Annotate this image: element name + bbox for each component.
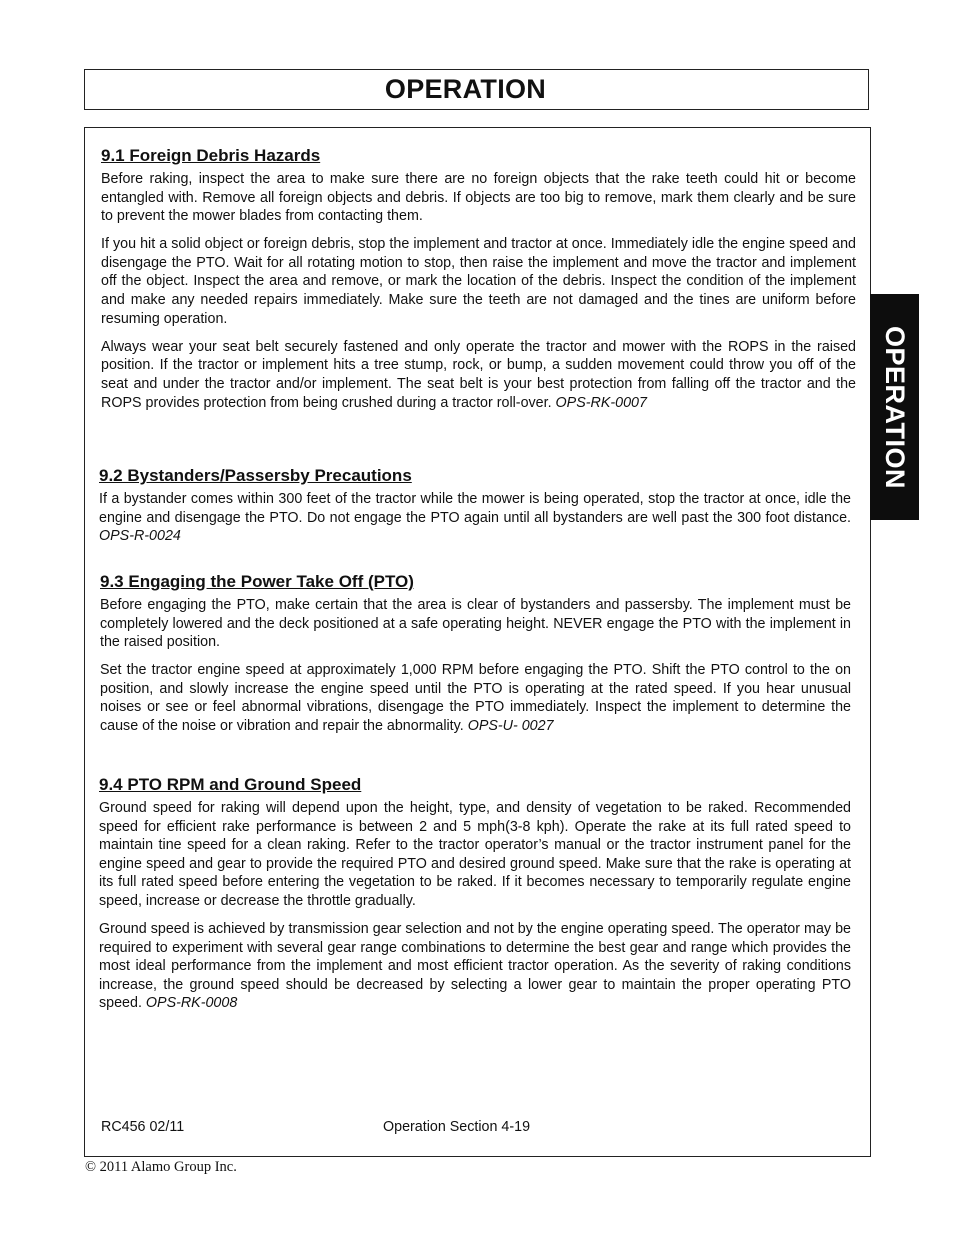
paragraph-text: If a bystander comes within 300 feet of the tractor while the mower is being operated, stop the tractor at once, idle the engine and disengage the PTO. Do not engage the PTO again until all bystanders are well past the 300 foot distance. — [99, 491, 851, 526]
paragraph-text: Always wear your seat belt securely fastened and only operate the tractor and mower with the ROPS in the raised position. If the tractor or implement hits a tree stump, rock, or bump, a sudden movement could throw you off of the seat and under the tractor and/or implement. The seat belt is your best protection from falling off the tractor and the ROPS provides protection from being crushed during a tractor roll-over. — [101, 338, 856, 411]
paragraph — [101, 338, 856, 412]
section-heading: 9.2 Bystanders/Passersby Precautions — [99, 466, 412, 485]
side-tab-label: OPERATION — [880, 325, 911, 489]
paragraph — [100, 661, 851, 735]
paragraph-text: Set the tractor engine speed at approximately 1,000 RPM before engaging the PTO. Shift the PTO control to the on position, and slowly increase the engine speed until the PTO is operating at the rated speed. If you hear unusual noises or see or feel abnormal vibrations, disengage the PTO immediately. Inspect the implement to determine the cause of the noise or vibration and repair the abnormality. — [100, 662, 851, 735]
paragraph: Before raking, inspect the area to make sure there are no foreign objects that the rake teeth could hit or become entangled with. Remove all foreign objects and debris. If objects are too big to remove, mark them clearly and be sure to prevent the mower blades from contacting them. — [101, 171, 856, 225]
section-heading: 9.1 Foreign Debris Hazards — [101, 146, 321, 165]
paragraph: Before engaging the PTO, make certain that the area is clear of bystanders and passersby. The implement must be completely lowered and the deck positioned at a safe operating height. NEVER engage the PTO with the implement in the raised position. — [100, 597, 851, 651]
section-bystanders — [99, 466, 851, 546]
paragraph-text: Ground speed is achieved by transmission gear selection and not by the engine operating speed. The operator may be required to experiment with several gear range combinations to determine the best gear and range which provides the most ideal performance from the implement and most efficient tractor operation. As the severity of raking conditions increase, the ground speed should be decreased by selecting a lower gear to maintain the proper operating PTO speed. — [99, 921, 851, 1012]
reference-code: OPS-R-0024 — [99, 528, 181, 545]
page-title: OPERATION — [384, 74, 547, 104]
footer-model-date: RC456 02/11 — [101, 1119, 185, 1135]
section-engaging-pto — [100, 572, 851, 736]
reference-code: OPS-U- 0027 — [467, 718, 554, 735]
paragraph — [99, 920, 851, 1013]
section-heading: 9.3 Engaging the Power Take Off (PTO) — [100, 572, 414, 591]
copyright-notice: © 2011 Alamo Group Inc. — [85, 1159, 237, 1175]
page-header — [84, 69, 869, 110]
paragraph: If you hit a solid object or foreign debris, stop the implement and tractor at once. Immediately idle the engine speed and disengage the PTO. Wait for all rotating motion to stop, then raise the implement and move the tractor and implement off the object. Inspect the area and remove, or mark the location of the debris. Inspect the condition of the implement and make any needed repairs immediately. Make sure the teeth are not damaged and the tines are uniform before resuming operation. — [101, 236, 856, 327]
section-side-tab — [870, 294, 919, 520]
section-heading: 9.4 PTO RPM and Ground Speed — [99, 775, 362, 794]
paragraph — [99, 490, 851, 546]
section-foreign-debris — [101, 146, 856, 412]
reference-code: OPS-RK-0008 — [145, 995, 238, 1012]
section-pto-rpm — [99, 775, 851, 1013]
reference-code: OPS-RK-0007 — [555, 394, 647, 411]
paragraph: Ground speed for raking will depend upon the height, type, and density of vegetation to be raked. Recommended speed for efficient rake performance is between 2 and 5 mph(3-8 kph). Operate the rake at its full rated speed to maintain tine speed for a clean raking. Refer to the tractor operator’s manual or the tractor instrument panel for the engine speed and gear to provide the required PTO and desired ground speed. Make sure that the rake is operating at its full rated speed before entering the vegetation to be raked. If it becomes necessary to temporarily regulate engine speed, increase or decrease the throttle gradually. — [99, 800, 851, 909]
footer-page-label: Operation Section 4-19 — [383, 1119, 531, 1135]
